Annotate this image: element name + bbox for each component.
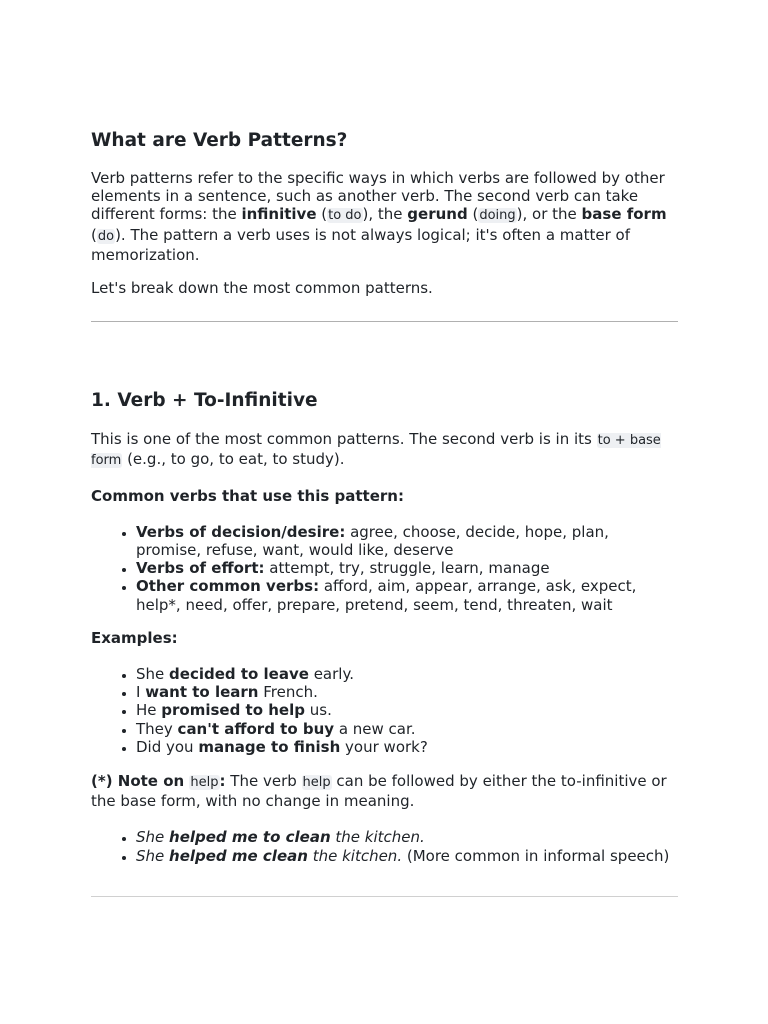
examples-label: [91, 629, 678, 647]
common-verbs-list: [91, 523, 678, 614]
italic-example: [136, 828, 425, 846]
example-verb: promised to help: [161, 701, 305, 720]
help-examples-list: [91, 828, 678, 864]
code-to-base-form: to + base form: [91, 433, 661, 469]
text: your work?: [340, 737, 428, 756]
label: Examples:: [91, 628, 178, 647]
label: Common verbs that use this pattern:: [91, 486, 404, 505]
document-page: [91, 129, 678, 897]
text: She: [136, 846, 170, 865]
section-divider: [91, 321, 678, 322]
text: She: [136, 828, 170, 847]
examples-list: [91, 665, 678, 756]
italic-example: [136, 847, 402, 865]
item-label: Verbs of effort:: [136, 559, 265, 578]
code-help: help: [302, 775, 331, 791]
note-label: [91, 772, 226, 790]
text: French.: [258, 683, 318, 702]
text: :: [219, 772, 226, 791]
text: He: [136, 701, 162, 720]
informal-note: (More common in informal speech): [402, 846, 670, 865]
text: (e.g., to go, to eat, to study).: [122, 450, 345, 469]
help-note-paragraph: [91, 772, 678, 810]
item-label: Verbs of decision/desire:: [136, 522, 346, 541]
list-item: [136, 847, 678, 865]
break-down-paragraph: Let's break down the most common patterns.: [91, 279, 433, 298]
term-base-form: base form: [581, 205, 667, 224]
text: a new car.: [334, 719, 416, 738]
text: She: [136, 665, 170, 684]
text: the kitchen.: [307, 846, 403, 865]
example-verb: decided to leave: [169, 665, 309, 684]
text: (: [316, 205, 328, 224]
list-item: [136, 665, 678, 683]
term-infinitive: infinitive: [241, 205, 317, 224]
item-label: Other common verbs:: [136, 577, 320, 596]
example-verb: manage to finish: [198, 737, 341, 756]
text: Did you: [136, 737, 199, 756]
text: ), or the: [516, 205, 582, 224]
item-text: agree, choose, decide, hope, plan, promise, refuse, want, would like, deserve: [136, 522, 609, 560]
list-item: [136, 738, 678, 756]
text: early.: [308, 665, 354, 684]
common-verbs-label: [91, 487, 678, 505]
term-gerund: gerund: [407, 205, 468, 224]
example-verb: want to learn: [145, 683, 259, 702]
text: I: [136, 683, 146, 702]
text: Verb patterns refer to the specific ways in which verbs are followed by other elements in a sentence, such as another verb. The second verb can take different forms: the: [91, 169, 665, 224]
section-heading-verb-patterns: What are Verb Patterns?: [91, 130, 348, 151]
example-verb: helped me clean: [169, 846, 308, 865]
text: This is one of the most common patterns. The second verb is in its: [91, 430, 597, 449]
text: the kitchen.: [330, 828, 425, 847]
text: (: [91, 225, 97, 244]
list-item: [136, 828, 678, 846]
text: ), the: [362, 205, 408, 224]
section-divider: [91, 896, 678, 897]
text: (: [467, 205, 479, 224]
code-do: do: [97, 228, 115, 244]
text: can be followed by either the to-infinitive or the base form, with no change in meaning.: [91, 772, 667, 811]
list-item: [136, 683, 678, 701]
list-item: [136, 720, 678, 738]
list-item: [136, 559, 678, 577]
example-verb: helped me to clean: [169, 828, 331, 847]
code-help: help: [190, 775, 219, 791]
item-text: attempt, try, struggle, learn, manage: [264, 559, 550, 578]
list-item: [136, 701, 678, 719]
code-doing: doing: [479, 208, 516, 224]
text: (*) Note on: [91, 772, 190, 791]
example-verb: can't afford to buy: [177, 719, 335, 738]
item-text: afford, aim, appear, arrange, ask, expect, help*, need, offer, prepare, pretend, seem, tend, threaten, wait: [136, 577, 637, 614]
list-item: [136, 523, 678, 559]
text: us.: [304, 701, 332, 720]
section-heading-verb-to-infinitive: 1. Verb + To-Infinitive: [91, 390, 318, 412]
pattern-intro-paragraph: [91, 430, 678, 470]
list-item: [136, 577, 678, 613]
text: They: [136, 719, 178, 738]
code-to-do: to do: [328, 208, 362, 224]
text: The verb: [225, 772, 302, 791]
intro-paragraph: [91, 169, 678, 264]
text: ). The pattern a verb uses is not always logical; it's often a matter of memorization.: [91, 225, 630, 264]
